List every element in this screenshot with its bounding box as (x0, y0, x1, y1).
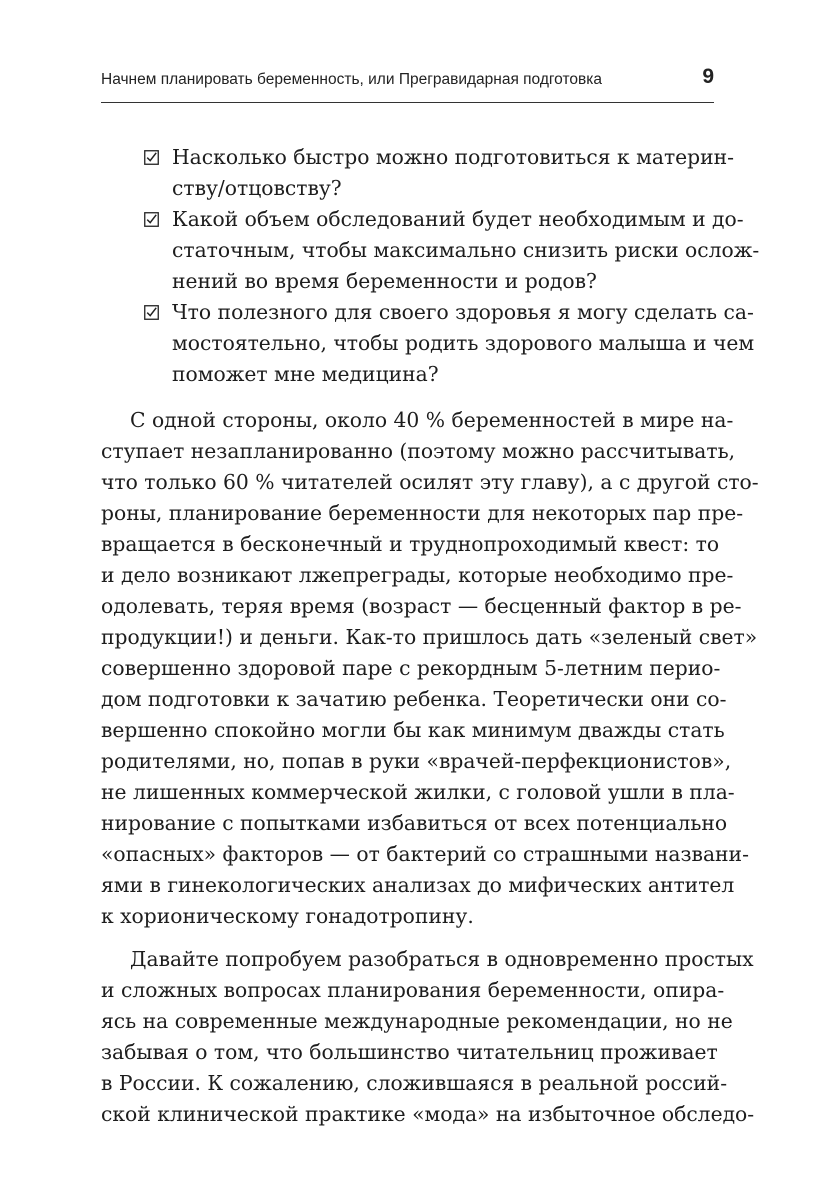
checklist-line: Насколько быстро можно подготовиться к материн- (172, 145, 735, 169)
paragraph-line: и сложных вопросах планирования беременности, опира- (101, 978, 725, 1002)
paragraph-line: Давайте попробуем разобраться в одновременно простых (130, 947, 754, 971)
checklist-line: поможет мне медицина? (172, 362, 439, 386)
paragraph-line: дом подготовки к зачатию ребенка. Теоретически они со- (101, 687, 727, 711)
page-body (101, 142, 760, 1130)
checklist-line: нений во время беременности и родов? (172, 269, 597, 293)
paragraph-line: ями в гинекологических анализах до мифических антител (101, 873, 735, 897)
paragraph-line: нирование с попытками избавиться от всех потенциально (101, 811, 728, 835)
paragraph-line: в России. К сожалению, сложившаяся в реальной россий- (101, 1071, 728, 1095)
body-paragraph (101, 944, 755, 1130)
paragraph-line: продукции!) и деньги. Как-то пришлось дать «зеленый свет» (101, 625, 758, 649)
running-header (101, 66, 714, 102)
paragraph-line: совершенно здоровой паре с рекордным 5-летним перио- (101, 656, 721, 680)
paragraph-line: вершенно спокойно могли бы как минимум дважды стать (101, 718, 725, 742)
paragraph-line: не лишенных коммерческой жилки, с головой ушли в пла- (101, 780, 735, 804)
paragraph-line: вращается в бесконечный и труднопроходимый квест: то (101, 532, 720, 556)
checklist-item (101, 204, 760, 297)
paragraph-line: к хорионическому гонадотропину. (101, 904, 474, 928)
checklist-line: Что полезного для своего здоровья я могу сделать са- (172, 300, 754, 324)
checklist-item (101, 297, 755, 390)
checked-box-icon (144, 297, 162, 328)
paragraph-line: что только 60 % читателей осилят эту главу), а с другой сто- (101, 470, 759, 494)
checklist-line: ству/отцовству? (172, 176, 342, 200)
paragraph-line: одолевать, теряя время (возраст — бесценный фактор в ре- (101, 594, 742, 618)
checklist-line: мостоятельно, чтобы родить здорового малыша и чем (172, 331, 755, 355)
page-number: 9 (702, 65, 714, 88)
paragraph-line: С одной стороны, около 40 % беременностей в мире на- (130, 408, 734, 432)
header-rule (101, 102, 714, 103)
running-header-title: Начнем планировать беременность, или Прегравидарная подготовка (101, 71, 602, 88)
checked-box-icon (144, 142, 162, 173)
paragraph-line: и дело возникают лжепреграды, которые необходимо пре- (101, 563, 734, 587)
paragraph-line: роны, планирование беременности для некоторых пар пре- (101, 501, 744, 525)
checklist-line: статочным, чтобы максимально снизить риски ослож- (172, 238, 760, 262)
paragraph-line: родителями, но, попав в руки «врачей-перфекционистов», (101, 749, 732, 773)
paragraph-line: ступает незапланированно (поэтому можно рассчитывать, (101, 439, 736, 463)
body-paragraph (101, 405, 759, 932)
checklist-item (101, 142, 735, 204)
paragraph-line: «опасных» факторов — от бактерий со страшными названи- (101, 842, 749, 866)
paragraph-line: ской клинической практике «мода» на избыточное обследо- (101, 1102, 755, 1126)
checked-box-icon (144, 204, 162, 235)
paragraph-line: забывая о том, что большинство читательниц проживает (101, 1040, 718, 1064)
paragraph-line: ясь на современные международные рекомендации, но не (101, 1009, 733, 1033)
checklist-line: Какой объем обследований будет необходимым и до- (172, 207, 744, 231)
